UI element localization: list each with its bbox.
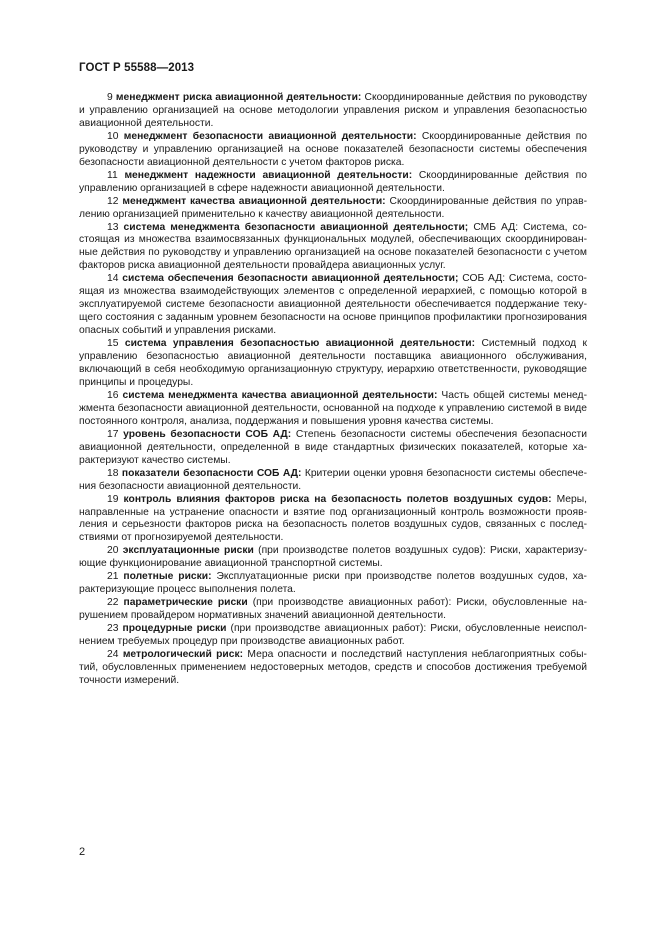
- term-definition: Скоординированные действия по управлению организацией применительно к качеству авиационной деятельности.: [79, 195, 587, 220]
- term-number: 21: [107, 571, 119, 583]
- term-entry: [79, 196, 587, 222]
- term-definition: (при производстве полетов воздушных судов): Риски, характеризующие функционирование авиационной транспортной системы.: [79, 545, 587, 570]
- term-number: 13: [107, 221, 119, 233]
- term-title: менеджмент качества авиационной деятельности:: [122, 195, 386, 207]
- term-entry: [79, 649, 587, 688]
- term-entry: [79, 273, 587, 338]
- term-number: 12: [107, 195, 119, 207]
- term-entry: [79, 338, 587, 390]
- term-definition: Часть общей системы менеджмента безопасности авиационной деятельности, основанной на подходе к управлению системой в виде постоянного контроля, анализа, поддержания и повышения уровня качества системы.: [79, 389, 587, 427]
- term-definition: Степень безопасности системы обеспечения безопасности авиационной деятельности, определенной в виде стандартных физических показателей, которые характеризуют качество системы.: [79, 428, 587, 466]
- page-number: 2: [79, 846, 86, 858]
- term-title: система менеджмента безопасности авиационной деятельности;: [123, 221, 469, 233]
- term-entry: [79, 170, 587, 196]
- term-definition: СМБ АД: Система, состоящая из множества взаимосвязанных функциональных модулей, обеспечивающих скоординированные действия по руководству и управлению организацией на основе показателей безопасности с учетом факторов риска авиационной деятельности провайдера авиационных услуг.: [79, 221, 587, 272]
- term-definition: (при производстве авиационных работ): Риски, обусловленные неисполнением требуемых процедур при производстве авиационных работ.: [79, 623, 587, 648]
- term-title: уровень безопасности СОБ АД:: [123, 428, 292, 440]
- term-number: 22: [107, 597, 119, 609]
- term-title: параметрические риски: [123, 597, 248, 609]
- term-definition: Системный подход к управлению безопасностью авиационной деятельности поставщика авиационного обслуживания, включающий в себя необходимую организационную структуру, иерархию ответственности, руководящие принципы и процедуры.: [79, 338, 587, 388]
- term-entry: [79, 545, 587, 571]
- term-title: контроль влияния факторов риска на безопасность полетов воздушных судов:: [123, 493, 552, 505]
- term-entry: [79, 131, 587, 170]
- term-entry: [79, 92, 587, 131]
- term-number: 24: [107, 648, 119, 660]
- document-header: ГОСТ Р 55588—2013: [79, 62, 195, 74]
- term-title: менеджмент надежности авиационной деятельности:: [124, 169, 413, 181]
- term-title: показатели безопасности СОБ АД:: [121, 467, 302, 479]
- term-number: 23: [107, 623, 119, 635]
- term-entry: [79, 597, 587, 623]
- term-title: процедурные риски: [122, 623, 227, 635]
- term-title: метрологический риск:: [122, 648, 244, 660]
- term-number: 17: [107, 428, 119, 440]
- term-number: 9: [107, 92, 113, 103]
- term-number: 18: [107, 467, 119, 479]
- term-definition: Скоординированные действия по управлению организацией в сфере надежности авиационной деятельности.: [79, 169, 587, 194]
- term-title: менеджмент риска авиационной деятельности:: [115, 92, 362, 103]
- term-definition: Меры, направленные на устранение опасности и взятие под организационный контроль возможности проявления и серьезности факторов риска на безопасность полетов воздушных судов, связанных с последствиями от прогнозируемой деятельности.: [79, 493, 587, 544]
- term-number: 11: [107, 169, 118, 181]
- term-title: система менеджмента качества авиационной деятельности:: [122, 389, 438, 401]
- term-definition: СОБ АД: Система, состоящая из множества взаимодействующих элементов с определенной иерархией, с помощью которой в эксплуатируемой системе безопасности авиационной деятельности обеспечивается поддержание текущего состояния с заданным уровнем безопасности на основе принципов профилактики прогнозирования опасных событий и управления рисками.: [79, 273, 587, 337]
- term-number: 19: [107, 493, 119, 505]
- term-entry: [79, 222, 587, 274]
- term-number: 16: [107, 389, 119, 401]
- term-title: система управления безопасностью авиационной деятельности:: [124, 338, 476, 350]
- term-entry: [79, 429, 587, 468]
- term-title: полетные риски:: [123, 571, 212, 583]
- term-entry: [79, 390, 587, 429]
- term-definition: Скоординированные действия по руководству и управлению организацией на основе показателей безопасности системы обеспечения безопасности авиационной деятельности с учетом факторов риска.: [79, 130, 587, 168]
- term-title: эксплуатационные риски: [122, 545, 254, 557]
- term-number: 15: [107, 338, 119, 350]
- term-number: 14: [107, 273, 119, 285]
- term-definition: (при производстве авиационных работ): Риски, обусловленные нарушением провайдером нормативных значений авиационной деятельности.: [79, 597, 587, 622]
- term-definition: Скоординированные действия по руководству и управлению организацией на основе методологии управления риском и управления безопасностью авиационной деятельности.: [79, 92, 587, 129]
- term-title: система обеспечения безопасности авиационной деятельности;: [122, 273, 459, 285]
- term-entry: [79, 468, 587, 494]
- term-definition: Мера опасности и последствий наступления неблагоприятных событий, обусловленных применением недостоверных методов, средств и способов достижения требуемой точности измерений.: [79, 648, 587, 686]
- term-number: 10: [107, 130, 119, 142]
- term-definition: Эксплуатационные риски при производстве полетов воздушных судов, характеризующие процесс выполнения полета.: [79, 571, 587, 596]
- term-title: менеджмент безопасности авиационной деятельности:: [123, 130, 417, 142]
- term-entry: [79, 623, 587, 649]
- term-entry: [79, 494, 587, 546]
- term-number: 20: [107, 545, 119, 557]
- term-definition: Критерии оценки уровня безопасности системы обеспечения безопасности авиационной деятельности.: [79, 467, 587, 492]
- term-entry: [79, 571, 587, 597]
- terms-list: [79, 92, 587, 688]
